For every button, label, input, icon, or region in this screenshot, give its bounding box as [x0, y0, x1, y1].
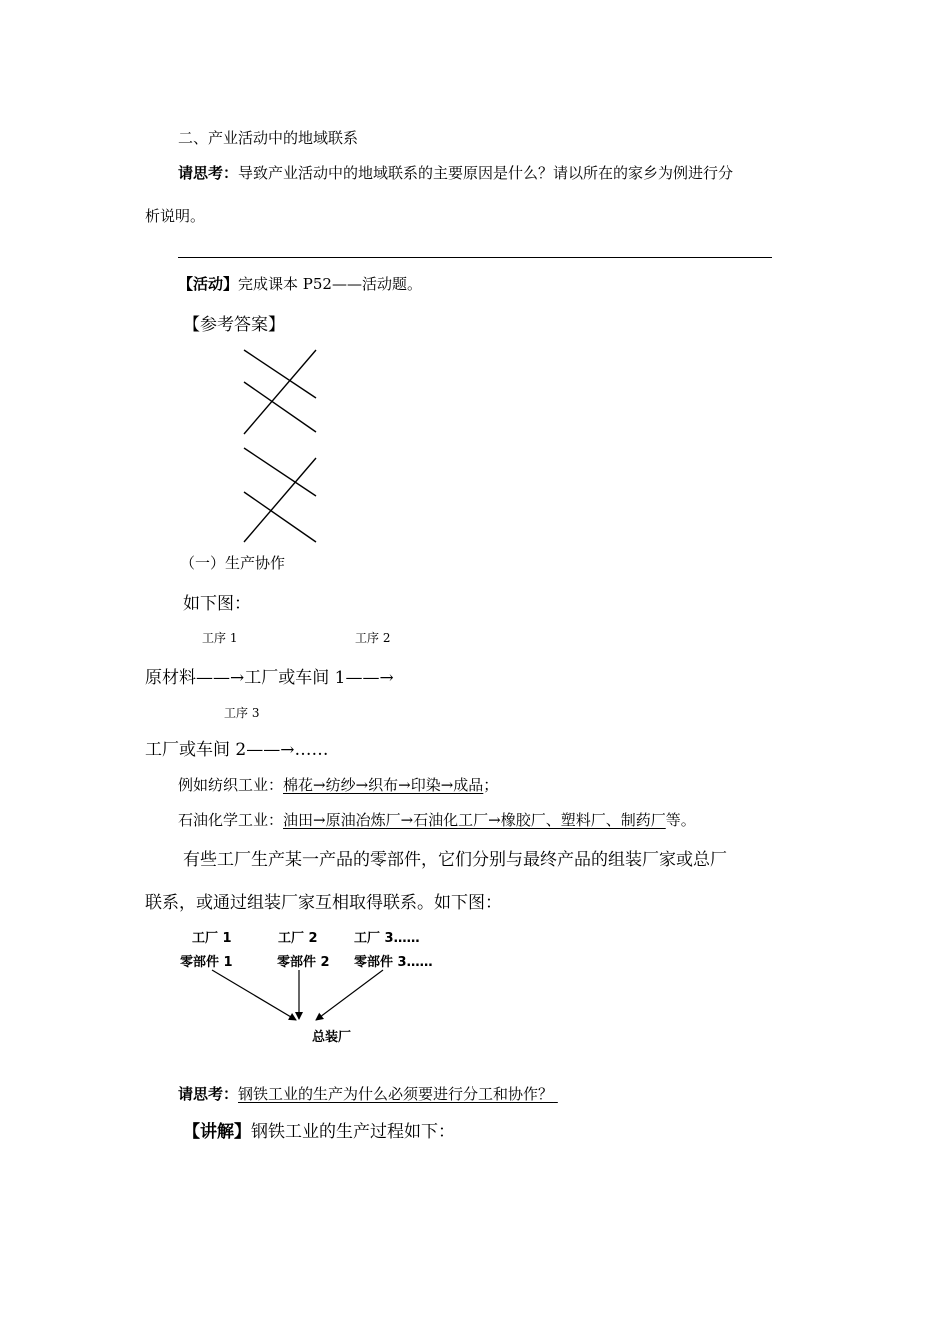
matching-lines-figure: [240, 346, 320, 546]
reference-answer-heading: 【参考答案】: [183, 315, 285, 335]
factory-1-label: 工厂 1: [192, 931, 232, 946]
example-petro: [178, 809, 696, 830]
example-petro-prefix: 石油化学工业：: [178, 811, 284, 829]
example-textile-suffix: ；: [483, 776, 499, 794]
think-question-1: [178, 162, 733, 183]
explain-label: 【讲解】: [183, 1122, 251, 1142]
production-coop-intro: 如下图：: [183, 594, 251, 614]
think-label: 请思考：: [178, 164, 239, 182]
think-text-2: 钢铁工业的生产为什么必须要进行分工和协作？: [238, 1085, 554, 1103]
flow-line-1: 原材料——→工厂或车间 1——→: [145, 668, 394, 688]
activity-text: 完成课本 P52——活动题。: [238, 275, 422, 293]
part-3-label: 零部件 3……: [354, 955, 433, 970]
example-textile-prefix: 例如纺织工业：: [178, 776, 284, 794]
step-2-label: 工序 2: [355, 631, 391, 645]
part-2-label: 零部件 2: [277, 955, 330, 970]
activity-label: 【活动】: [178, 275, 239, 293]
step-1-label: 工序 1: [202, 631, 238, 645]
factory-2-label: 工厂 2: [278, 931, 318, 946]
explain-text: 钢铁工业的生产过程如下：: [251, 1122, 455, 1142]
explanation-line: [183, 1117, 455, 1142]
parts-paragraph-line-2: 联系，或通过组装厂家互相取得联系。如下图：: [145, 893, 502, 913]
think-question-2: [178, 1083, 558, 1104]
activity-line: [178, 273, 422, 294]
part-1-label: 零部件 1: [180, 955, 233, 970]
parts-paragraph-line-1: 有些工厂生产某一产品的零部件，它们分别与最终产品的组装厂家或总厂: [183, 850, 727, 870]
answer-line: [178, 257, 772, 258]
example-petro-suffix: 等。: [665, 811, 696, 829]
production-coop-heading: （一）生产协作: [180, 554, 286, 572]
arrow-part-1: [212, 970, 296, 1020]
think-text: 导致产业活动中的地域联系的主要原因是什么？请以所在的家乡为例进行分: [238, 164, 734, 182]
think-question-1-cont: 析说明。: [145, 207, 206, 225]
example-textile-chain: 棉花→纺纱→织布→印染→成品: [283, 776, 484, 794]
factory-3-label: 工厂 3……: [354, 931, 420, 946]
assembly-plant-label: 总装厂: [312, 1030, 352, 1045]
section-heading: 二、产业活动中的地域联系: [178, 129, 359, 147]
arrow-part-3: [316, 970, 383, 1020]
example-petro-chain: 油田→原油冶炼厂→石油化工厂→橡胶厂、塑料厂、制药厂: [283, 811, 666, 829]
step-3-label: 工序 3: [224, 706, 260, 720]
flow-line-2: 工厂或车间 2——→……: [145, 740, 329, 760]
think-label-2: 请思考：: [178, 1085, 239, 1103]
example-textile: [178, 774, 498, 795]
